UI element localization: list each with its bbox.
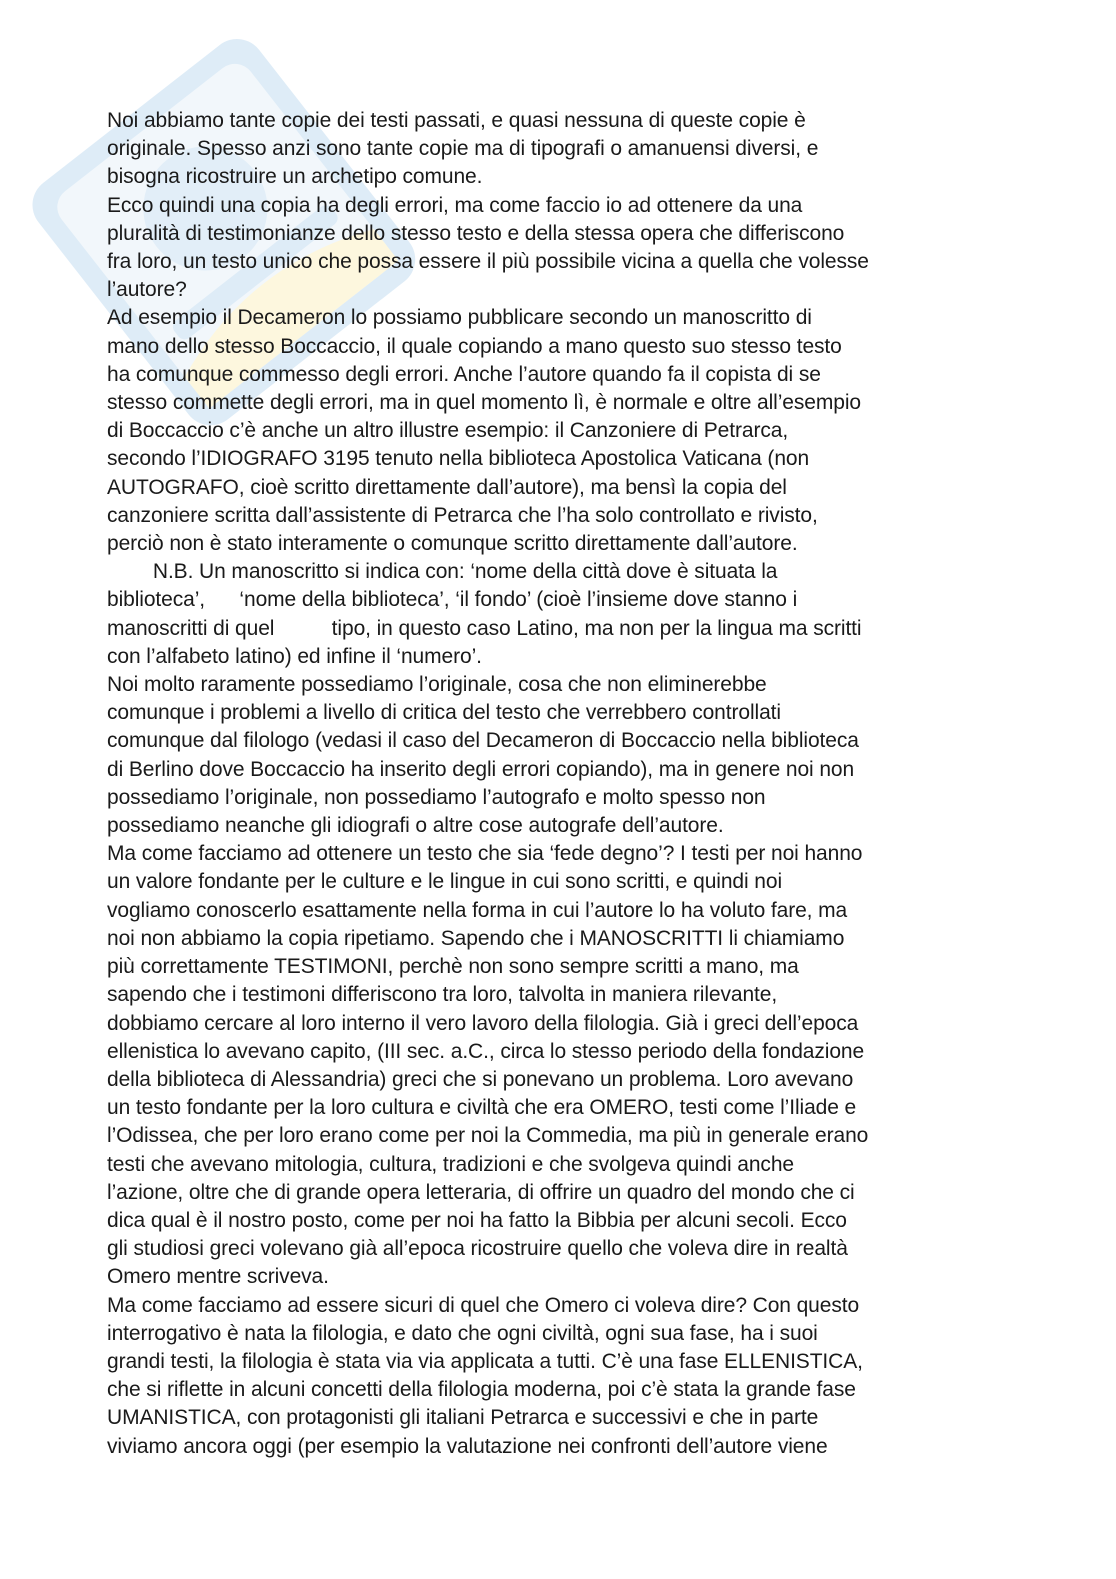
document-body (107, 107, 1007, 1461)
text-line: noi non abbiamo la copia ripetiamo. Sapendo che i MANOSCRITTI li chiamiamo (107, 926, 845, 950)
text-line: possediamo l’originale, non possediamo l’autografo e molto spesso non (107, 785, 766, 809)
text-line: dica qual è il nostro posto, come per noi ha fatto la Bibbia per alcuni secoli. Ecco (107, 1208, 847, 1232)
text-line: fra loro, un testo unico che possa essere il più possibile vicina a quella che volesse (107, 250, 869, 274)
text-line: gli studiosi greci volevano già all’epoca ricostruire quello che voleva dire in realtà (107, 1237, 848, 1261)
text-line: ha comunque commesso degli errori. Anche l’autore quando fa il copista di se (107, 362, 821, 386)
text-line: canzoniere scritta dall’assistente di Petrarca che l’ha solo controllato e rivisto, (107, 503, 818, 527)
text-line: della biblioteca di Alessandria) greci che si ponevano un problema. Loro avevano (107, 1067, 854, 1091)
text-line: testi che avevano mitologia, cultura, tradizioni e che svolgeva quindi anche (107, 1152, 794, 1176)
text-line: Ma come facciamo ad essere sicuri di quel che Omero ci voleva dire? Con questo (107, 1293, 860, 1317)
text-line: interrogativo è nata la filologia, e dato che ogni civiltà, ogni sua fase, ha i suoi (107, 1321, 818, 1345)
text-line: Ma come facciamo ad ottenere un testo che sia ‘fede degno’? I testi per noi hanno (107, 842, 863, 866)
text-line: grandi testi, la filologia è stata via via applicata a tutti. C’è una fase ELLENISTICA, (107, 1349, 863, 1373)
text-line: vogliamo conoscerlo esattamente nella forma in cui l’autore lo ha voluto fare, ma (107, 898, 848, 922)
text-line: comunque dal filologo (vedasi il caso del Decameron di Boccaccio nella biblioteca (107, 729, 859, 753)
text-line: con l’alfabeto latino) ed infine il ‘numero’. (107, 644, 482, 668)
text-line: perciò non è stato interamente o comunque scritto direttamente dall’autore. (107, 532, 798, 556)
text-line: di Boccaccio c’è anche un altro illustre esempio: il Canzoniere di Petrarca, (107, 419, 789, 443)
text-line: l’Odissea, che per loro erano come per noi la Commedia, ma più in generale erano (107, 1124, 869, 1148)
text-line: l’autore? (107, 278, 187, 302)
text-line: comunque i problemi a livello di critica del testo che verrebbero controllati (107, 701, 781, 725)
text-line: dobbiamo cercare al loro interno il vero lavoro della filologia. Già i greci dell’epoca (107, 1011, 859, 1035)
text-line: Ecco quindi una copia ha degli errori, ma come faccio io ad ottenere da una (107, 193, 803, 217)
text-line: AUTOGRAFO, cioè scritto direttamente dall’autore), ma bensì la copia del (107, 475, 787, 499)
text-line: sapendo che i testimoni differiscono tra loro, talvolta in maniera rilevante, (107, 983, 778, 1007)
text-line: secondo l’IDIOGRAFO 3195 tenuto nella biblioteca Apostolica Vaticana (non (107, 447, 810, 471)
text-line: manoscritti di quel tipo, in questo caso Latino, ma non per la lingua ma scritti (107, 616, 862, 640)
text-line: Noi molto raramente possediamo l’originale, cosa che non eliminerebbe (107, 673, 767, 697)
text-line: un testo fondante per la loro cultura e civiltà che era OMERO, testi come l’Iliade e (107, 1096, 857, 1120)
text-line: N.B. Un manoscritto si indica con: ‘nome della città dove è situata la (107, 560, 778, 584)
text-line: viviamo ancora oggi (per esempio la valutazione nei confronti dell’autore viene (107, 1434, 828, 1458)
text-line: originale. Spesso anzi sono tante copie ma di tipografi o amanuensi diversi, e (107, 137, 819, 161)
text-line: stesso commette degli errori, ma in quel momento lì, è normale e oltre all’esempio (107, 391, 861, 415)
text-line: mano dello stesso Boccaccio, il quale copiando a mano questo suo stesso testo (107, 334, 842, 358)
text-line: bisogna ricostruire un archetipo comune. (107, 165, 483, 189)
text-line: ellenistica lo avevano capito, (III sec. a.C., circa lo stesso periodo della fondazione (107, 1039, 865, 1063)
text-line: di Berlino dove Boccaccio ha inserito degli errori copiando), ma in genere noi non (107, 757, 855, 781)
text-line: più correttamente TESTIMONI, perchè non sono sempre scritti a mano, ma (107, 955, 799, 979)
text-line: pluralità di testimonianze dello stesso testo e della stessa opera che differiscono (107, 221, 845, 245)
text-line: che si riflette in alcuni concetti della filologia moderna, poi c’è stata la grande fase (107, 1378, 856, 1402)
text-line: UMANISTICA, con protagonisti gli italiani Petrarca e successivi e che in parte (107, 1406, 819, 1430)
text-line: Omero mentre scriveva. (107, 1265, 329, 1289)
text-line: possediamo neanche gli idiografi o altre cose autografe dell’autore. (107, 814, 724, 838)
text-line: biblioteca’, ‘nome della biblioteca’, ‘il fondo’ (cioè l’insieme dove stanno i (107, 588, 798, 612)
text-line: Ad esempio il Decameron lo possiamo pubblicare secondo un manoscritto di (107, 306, 812, 330)
text-line: Noi abbiamo tante copie dei testi passati, e quasi nessuna di queste copie è (107, 109, 806, 132)
text-line: un valore fondante per le culture e le lingue in cui sono scritti, e quindi noi (107, 870, 783, 894)
text-line: l’azione, oltre che di grande opera letteraria, di offrire un quadro del mondo che ci (107, 1180, 855, 1204)
